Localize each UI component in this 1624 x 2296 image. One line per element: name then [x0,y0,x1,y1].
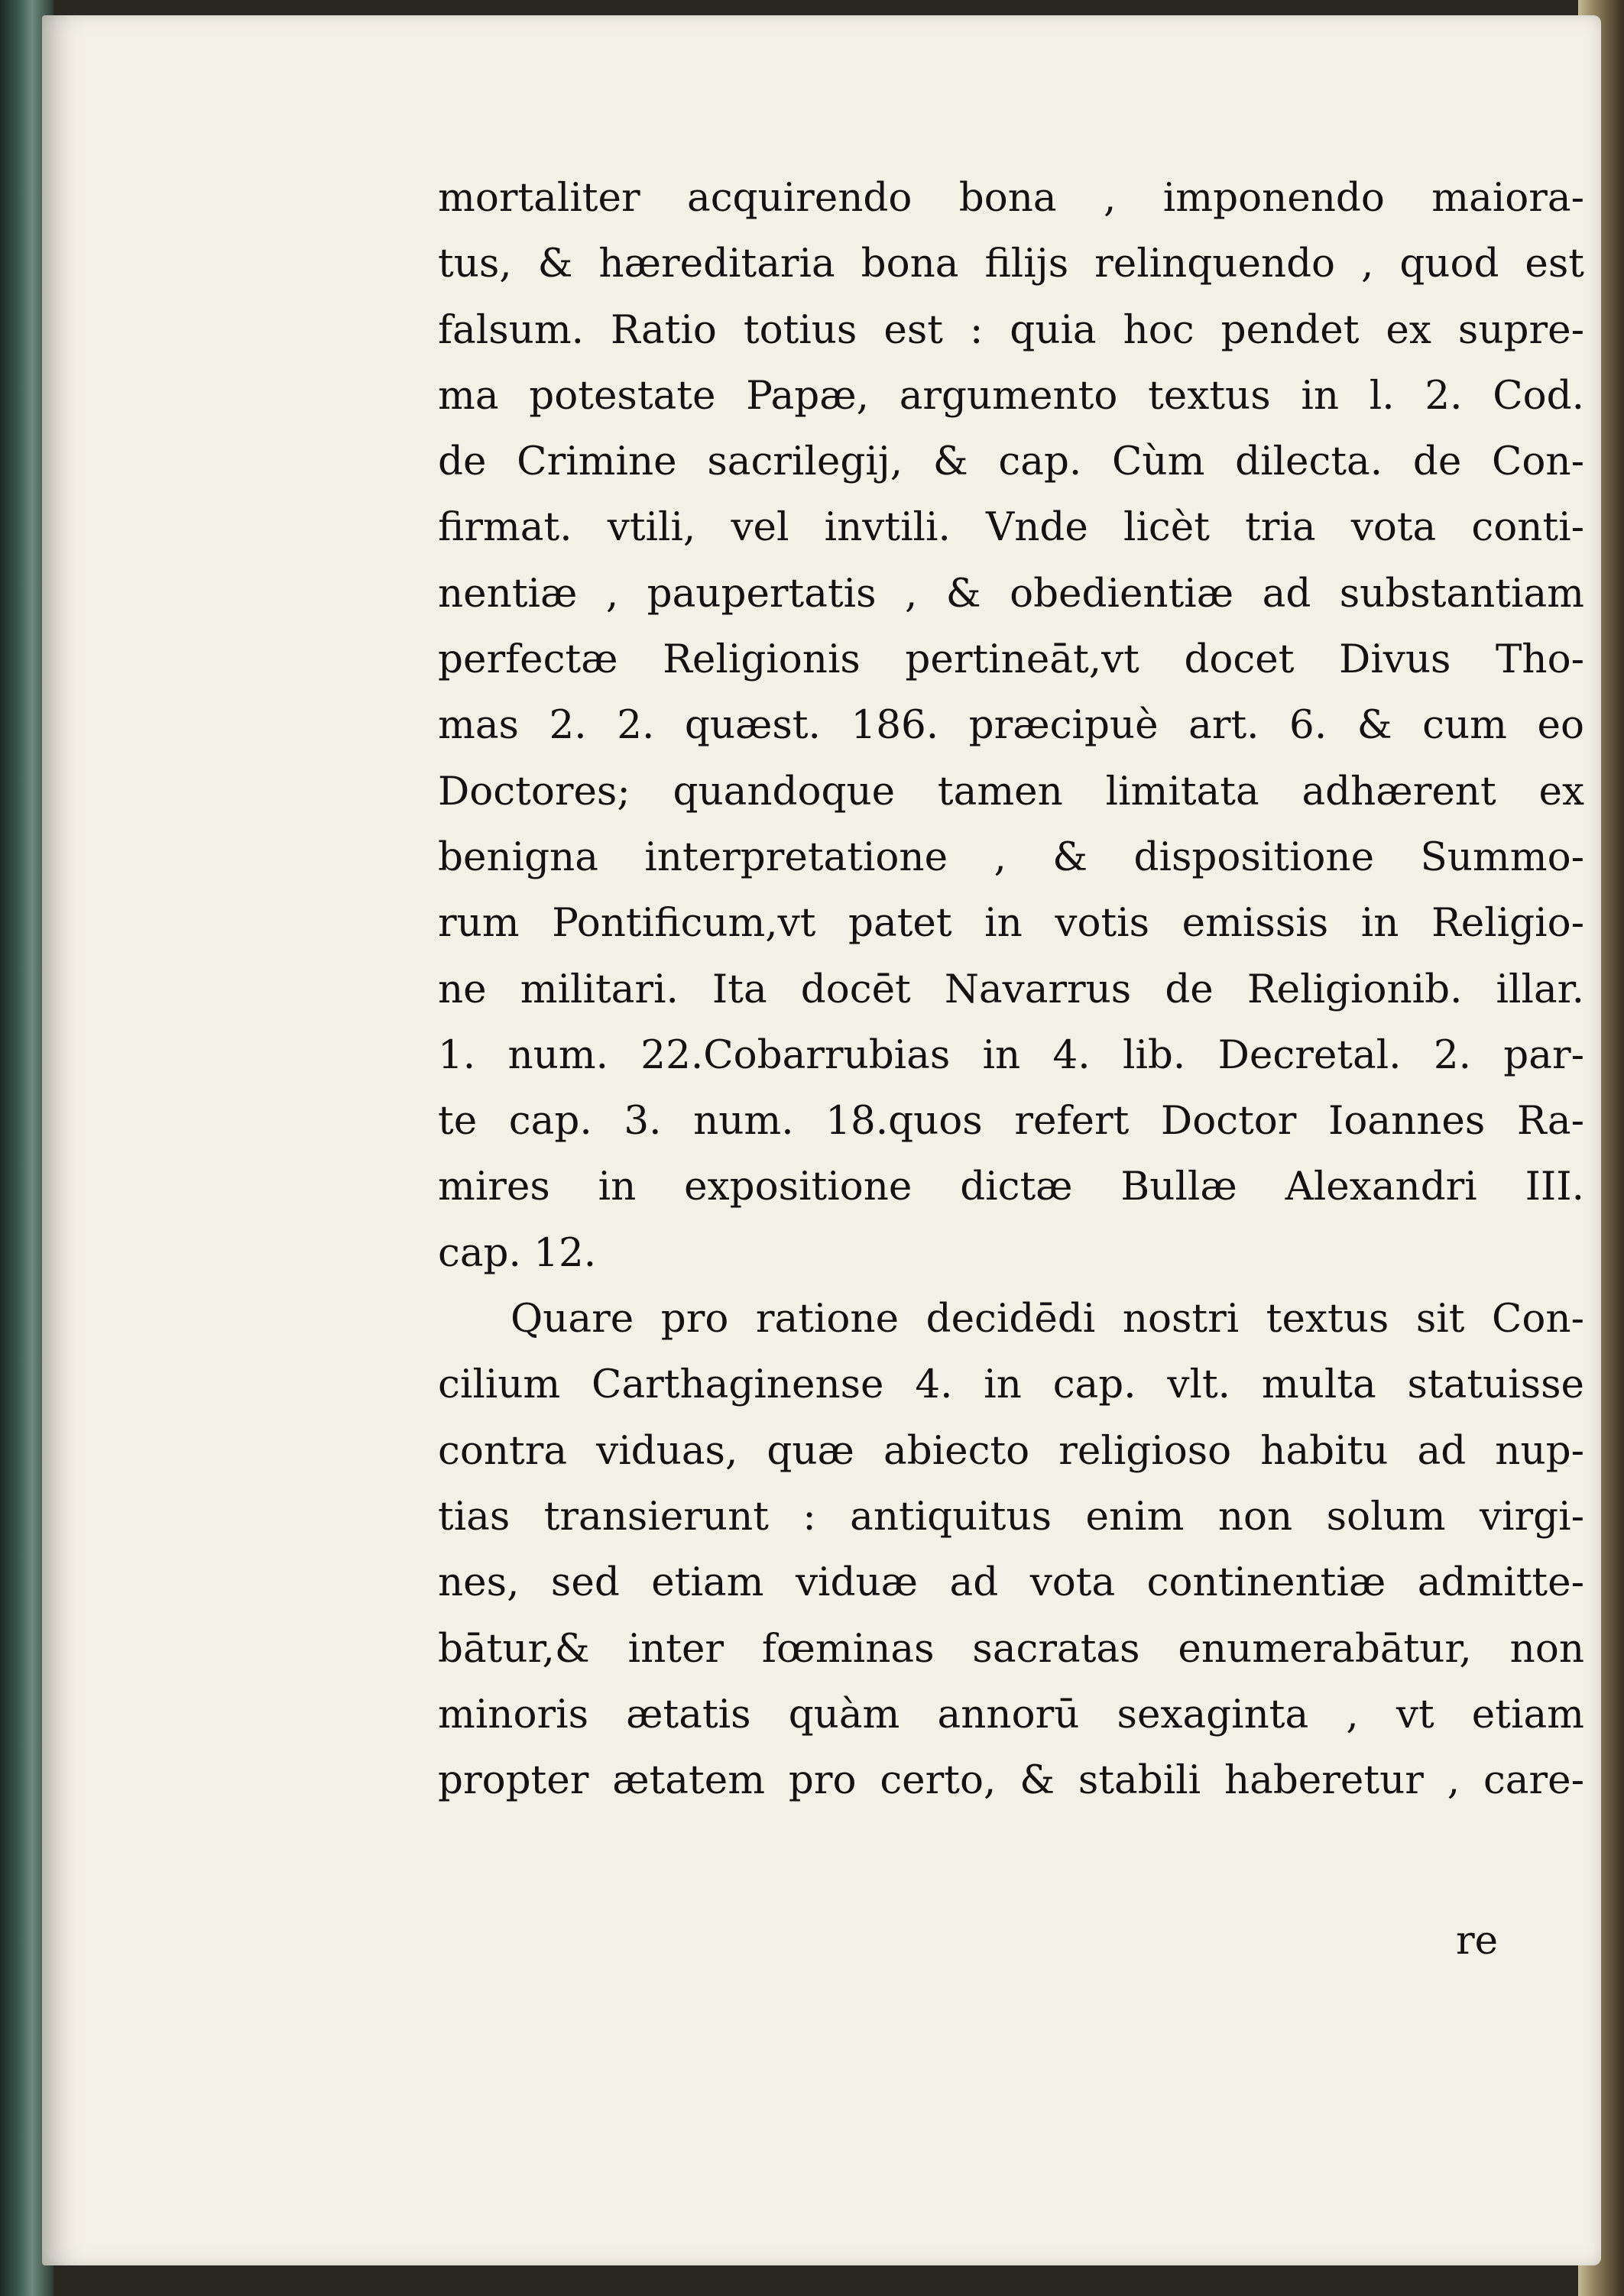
text-line: benigna interpretatione , & dispositione Summo- [438,834,1584,880]
text-line: te cap. 3. num. 18.quos refert Doctor Ioannes Ra- [438,1098,1584,1145]
text-line: mires in expositione dictæ Bullæ Alexandri III. [438,1164,1584,1210]
text-line: 1. num. 22.Cobarrubias in 4. lib. Decretal. 2. par- [438,1031,1584,1078]
text-line: nentiæ , paupertatis , & obedientiæ ad substantiam [438,570,1584,617]
text-line: bātur,& inter fœminas sacratas enumerabātur, non [438,1625,1584,1672]
text-line: de Crimine sacrilegij, & cap. Cùm dilecta. de Con- [438,439,1584,485]
text-line: minoris ætatis quàm annorū sexaginta , vt etiam [438,1691,1584,1737]
text-line: propter ætatem pro certo, & stabili haberetur , care- [438,1757,1584,1804]
catchword: re [1456,1918,1499,1964]
text-line: Doctores; quandoque tamen limitata adhærent ex [438,768,1584,814]
text-line: tias transierunt : antiquitus enim non solum virgi- [438,1493,1584,1540]
text-line-paragraph-start: Quare pro ratione decidēdi nostri textus sit Con- [511,1296,1584,1342]
text-line: mortaliter acquirendo bona , imponendo maiora- [438,175,1584,221]
text-line: firmat. vtili, vel invtili. Vnde licèt tria vota conti- [438,504,1584,551]
book-page [42,15,1601,2265]
text-line: rum Pontificum,vt patet in votis emissis in Religio- [438,900,1584,947]
body-text [438,165,1584,1813]
text-line: contra viduas, quæ abiecto religioso habitu ad nup- [438,1427,1584,1474]
text-line-paragraph-end: cap. 12. [438,1229,597,1276]
text-line: cilium Carthaginense 4. in cap. vlt. multa statuisse [438,1362,1584,1408]
text-line: ne militari. Ita docēt Navarrus de Religionib. illar. [438,966,1584,1012]
text-line: nes, sed etiam viduæ ad vota continentiæ admitte- [438,1559,1584,1606]
text-line: perfectæ Religionis pertineāt,vt docet Divus Tho- [438,636,1584,683]
text-line: falsum. Ratio totius est : quia hoc pendet ex supre- [438,306,1584,353]
text-line: tus, & hæreditaria bona filijs relinquendo , quod est [438,241,1584,287]
text-line: ma potestate Papæ, argumento textus in l. 2. Cod. [438,372,1584,419]
text-line: mas 2. 2. quæst. 186. præcipuè art. 6. & cum eo [438,702,1584,749]
